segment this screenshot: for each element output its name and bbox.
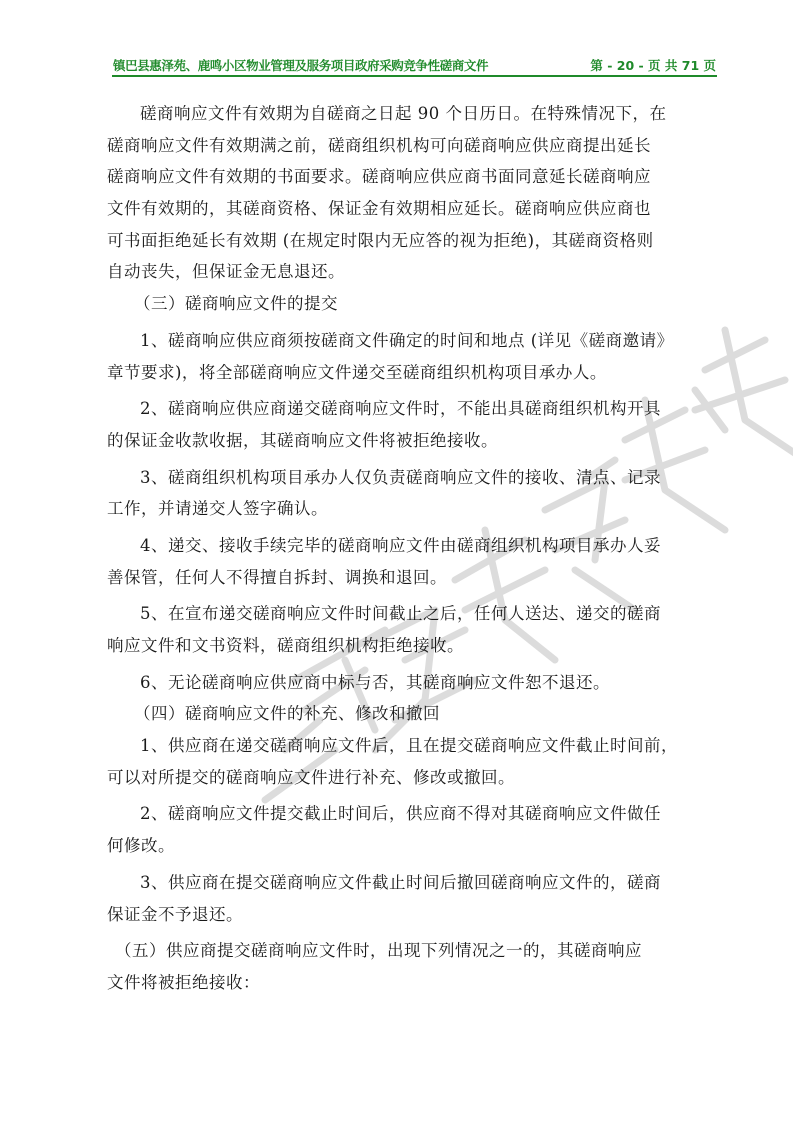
paragraph-line: 2、磋商响应供应商递交磋商响应文件时，不能出具磋商组织机构开具 bbox=[140, 399, 661, 419]
paragraph-line: 磋商响应文件有效期的书面要求。磋商响应供应商书面同意延长磋商响应 bbox=[107, 167, 651, 187]
header-rule bbox=[112, 75, 717, 77]
paragraph-line: 磋商响应文件有效期为自磋商之日起 90 个日历日。在特殊情况下，在 bbox=[140, 104, 667, 123]
paragraph-line: 3、供应商在提交磋商响应文件截止时间后撤回磋商响应文件的，磋商 bbox=[140, 872, 661, 892]
paragraph-line: 文件有效期的，其磋商资格、保证金有效期相应延长。磋商响应供应商也 bbox=[107, 199, 651, 219]
paragraph-line: 可以对所提交的磋商响应文件进行补充、修改或撤回。 bbox=[107, 767, 515, 787]
section-heading: （三）磋商响应文件的提交 bbox=[134, 294, 338, 314]
page-header bbox=[113, 54, 716, 76]
paragraph-line: 的保证金收款收据，其磋商响应文件将被拒绝接收。 bbox=[107, 430, 498, 450]
paragraph-line: 善保管，任何人不得擅自拆封、调换和退回。 bbox=[107, 567, 447, 587]
paragraph-line: 文件将被拒绝接收： bbox=[107, 972, 260, 992]
paragraph-line: 2、磋商响应文件提交截止时间后，供应商不得对其磋商响应文件做任 bbox=[140, 804, 661, 824]
paragraph-line: 3、磋商组织机构项目承办人仅负责磋商响应文件的接收、清点、记录 bbox=[140, 467, 661, 487]
paragraph-line: 章节要求)，将全部磋商响应文件递交至磋商组织机构项目承办人。 bbox=[107, 362, 607, 382]
paragraph-line: 4、递交、接收手续完毕的磋商响应文件由磋商组织机构项目承办人妥 bbox=[140, 535, 661, 555]
body-text bbox=[107, 98, 719, 999]
paragraph-line: 1、磋商响应供应商须按磋商文件确定的时间和地点 (详见《磋商邀请》 bbox=[140, 330, 674, 350]
paragraph-line: 可书面拒绝延长有效期 (在规定时限内无应答的视为拒绝)，其磋商资格则 bbox=[107, 230, 654, 250]
section-heading: （四）磋商响应文件的补充、修改和撤回 bbox=[134, 704, 440, 724]
paragraph-line: 保证金不予退还。 bbox=[107, 904, 243, 924]
document-title: 镇巴县惠泽苑、鹿鸣小区物业管理及服务项目政府采购竞争性磋商文件 bbox=[113, 58, 489, 73]
paragraph-line: 磋商响应文件有效期满之前，磋商组织机构可向磋商响应供应商提出延长 bbox=[107, 135, 651, 155]
paragraph-line: 5、在宣布递交磋商响应文件时间截止之后，任何人送达、递交的磋商 bbox=[140, 604, 661, 624]
paragraph-line: 响应文件和文书资料，磋商组织机构拒绝接收。 bbox=[107, 636, 464, 655]
paragraph-line: 1、供应商在递交磋商响应文件后，且在提交磋商响应文件截止时间前， bbox=[140, 736, 678, 756]
section-heading: （五）供应商提交磋商响应文件时，出现下列情况之一的，其磋商响应 bbox=[115, 941, 642, 961]
paragraph-line: 自动丧失，但保证金无息退还。 bbox=[107, 262, 345, 282]
paragraph-line: 何修改。 bbox=[107, 836, 175, 856]
paragraph-line: 工作，并请递交人签字确认。 bbox=[107, 499, 328, 519]
page-number: 第 - 20 - 页 共 71 页 bbox=[590, 58, 716, 73]
paragraph-line: 6、无论磋商响应供应商中标与否，其磋商响应文件恕不退还。 bbox=[140, 672, 610, 692]
